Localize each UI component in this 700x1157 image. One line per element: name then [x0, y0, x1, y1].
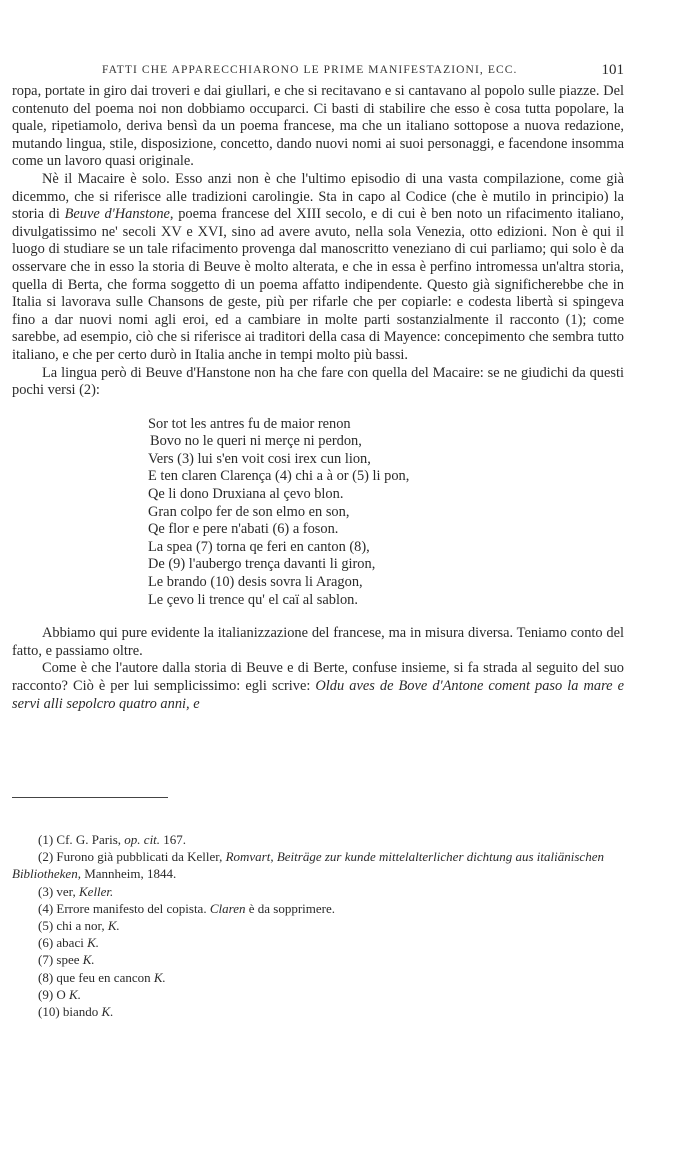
verse-line: Vers (3) lui s'en voit cosi irex cun lion, — [148, 450, 371, 467]
quoted-italian-passage: Oldu aves de Bove d'Antone coment paso la mare e servi alli sepolcro quatro anni, e — [12, 678, 624, 712]
paragraph-5 — [12, 660, 624, 713]
footnote-4-text: (4) Errore manifesto del copista. — [38, 900, 210, 916]
footnote-8-text: (8) que feu en cancon — [38, 969, 154, 985]
paragraph-5-part-a: Come è che l'autore dalla storia di Beuve e di Berte, confuse insieme, si fa strada al seguito del suo racconto? Ciò è per lui semplicissimo: egli scrive: — [12, 660, 624, 694]
footnote-10-italic: K. — [101, 1004, 114, 1020]
footnote-2-tail: Mannheim, 1844. — [80, 866, 177, 882]
verse-line: Le çevo li trence qu' el caï al sablon. — [148, 591, 358, 608]
running-head-title: FATTI CHE APPARECCHIARONO LE PRIME MANIFESTAZIONI, ECC. — [102, 64, 518, 76]
paragraph-1: ropa, portate in giro dai troveri e dai giullari, e che si recitavano e si cantavano al popolo sulle piazze. Del contenuto del poema noi non dobbiamo occuparci. Ci basti di stabilire che esso è cosa tutta popolare, la quale, ripetiamolo, deriva bensì da un poema francese, ma che un italiano sottopose a nuova redazione, mutando lingua, stile, disposizione, concetto, dando nuovi nomi ai suoi personaggi, e facendone insomma come un lavoro quasi originale. — [12, 83, 624, 170]
footnote-2-text: (2) Furono già pubblicati da Keller, — [38, 849, 226, 865]
page-number: 101 — [601, 62, 624, 78]
paragraph-4: Abbiamo qui pure evidente la italianizzazione del francese, ma in misura diversa. Teniamo conto del fatto, e passiamo oltre. — [12, 625, 624, 659]
footnote-6 — [12, 934, 624, 951]
footnote-9 — [12, 986, 624, 1003]
main-text — [12, 83, 624, 713]
footnote-4 — [12, 900, 624, 917]
footnote-7-text: (7) spee — [38, 952, 83, 968]
paragraph-3: La lingua però di Beuve d'Hanstone non ha che fare con quella del Macaire: se ne giudichi da questi pochi versi (2): — [12, 364, 624, 399]
verse-line: Gran colpo fer de son elmo en son, — [148, 503, 350, 520]
footnote-2 — [12, 848, 624, 882]
paragraph-2-part-b: , poema francese del XIII secolo, e di cui è ben noto un rifacimento italiano, divulgatissimo ne' secoli XV e XVI, sino ad avere avuto, nella sola Venezia, otto edizioni. Non è qui il luogo di studiare se un tale rifacimento provenga dal manoscritto veneziano di cui parliamo; qui solo è da osservare che in esso la storia di Beuve è molto alterata, e che in essa è perfino intromessa un'altra storia, quella di Berta, che forma soggetto di un poema affatto indipendente. Questo già significherebbe che in Italia si lavorava sulle Chansons de geste, più per rifarle che per copiarle: e codesta libertà si spingeva fino a dar nuovi nomi agli eroi, ed a cambiare in molte parti sostanzialmente il racconto (1); come sarebbe, ad esempio, ciò che si riferisce ai traditori della casa di Mayence: concepimento che sembra tutto italiano, e che per certo durò in Italia anche in tempi molto più bassi. — [12, 206, 624, 363]
verse-line: La spea (7) torna qe feri en canton (8), — [148, 538, 370, 555]
footnote-5-text: (5) chi a nor, — [38, 918, 108, 934]
footnote-3-text: (3) ver, — [38, 883, 79, 899]
verse-line: Bovo no le queri ni merçe ni perdon, — [150, 433, 362, 450]
footnote-4-italic: Claren — [209, 900, 246, 916]
footnote-2-italic: Romvart, Beiträge zur kunde mittelalterlicher dichtung aus italiänischen Bibliotheken, — [12, 849, 604, 882]
paragraph-2 — [12, 171, 624, 365]
verse-line: E ten claren Clarença (4) chi a à or (5) li pon, — [148, 468, 410, 485]
footnote-divider — [12, 797, 168, 798]
verse-line: Sor tot les antres fu de maior renon — [148, 415, 351, 432]
footnote-1-text: (1) Cf. G. Paris, — [38, 832, 125, 847]
verse-line: Qe li dono Druxiana al çevo blon. — [148, 486, 344, 503]
running-header — [12, 62, 624, 82]
verse-line: Le brando (10) desis sovra li Aragon, — [148, 574, 363, 591]
verse-quotation — [148, 416, 624, 610]
verse-line: Qe flor e pere n'abati (6) a foson. — [148, 521, 339, 538]
footnote-6-text: (6) abaci — [38, 935, 88, 951]
footnote-3 — [12, 883, 624, 900]
footnote-9-text: (9) O — [38, 986, 70, 1002]
verse-line: De (9) l'aubergo trença davanti li giron, — [148, 556, 376, 573]
footnote-3-italic: Keller. — [79, 883, 114, 899]
footnote-10-text: (10) biando — [38, 1004, 102, 1020]
paragraph-2-part-a: Nè il Macaire è solo. Esso anzi non è che l'ultimo episodio di una vasta compilazione, come già dicemmo, che si riferisce alle tradizioni carolingie. Sta in capo al Codice (che è mutilo in principio) la storia di — [12, 170, 624, 223]
footnote-5 — [12, 917, 624, 934]
footnote-1-italic: op. cit. — [124, 832, 161, 847]
footnote-4-tail: è da sopprimere. — [245, 900, 335, 916]
footnote-1 — [12, 831, 624, 848]
footnote-1-tail: 167. — [160, 832, 187, 847]
footnote-7 — [12, 951, 624, 968]
footnote-7-italic: K. — [82, 952, 95, 968]
footnote-9-italic: K. — [69, 986, 81, 1002]
footnote-10 — [12, 1003, 624, 1020]
footnote-8 — [12, 969, 624, 986]
footnotes — [12, 831, 624, 1020]
work-title-beuve: Beuve d'Hanstone — [64, 206, 170, 223]
footnote-5-italic: K. — [107, 918, 120, 934]
footnote-8-italic: K. — [153, 969, 166, 985]
footnote-6-italic: K. — [87, 935, 100, 951]
